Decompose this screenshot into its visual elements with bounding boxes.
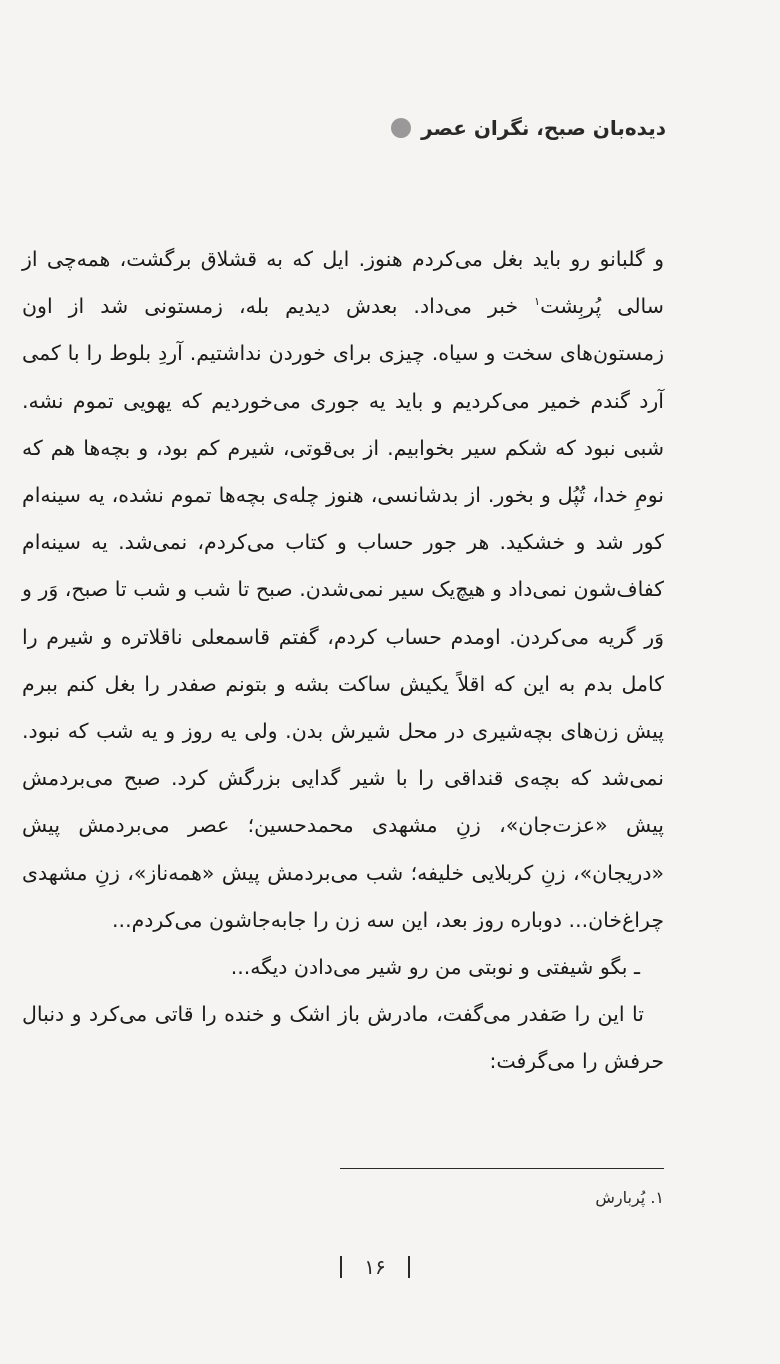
bullet-dot-icon bbox=[391, 118, 411, 138]
running-header bbox=[391, 116, 666, 140]
page-number: ۱۶ bbox=[364, 1255, 386, 1279]
dialog-line: ـ بگو شیفتی و نوبتی من رو شیر می‌دادن دیگه... bbox=[230, 955, 640, 980]
footnote-reference: ۱ bbox=[534, 295, 541, 309]
folio-bar-right bbox=[408, 1256, 410, 1278]
body-text bbox=[22, 236, 664, 1086]
footnote-divider bbox=[340, 1168, 664, 1169]
running-header-title: دیده‌بان صبح، نگران عصر bbox=[421, 116, 666, 140]
page-folio bbox=[340, 1255, 410, 1279]
paragraph-1 bbox=[22, 236, 664, 944]
folio-bar-left bbox=[340, 1256, 342, 1278]
paragraph-1-start: و گلبانو رو باید بغل می‌کردم هنوز. ایل که به قشلاق برگشت، همه‌چی از سالی پُربِشت bbox=[22, 247, 664, 319]
paragraph-2: تا این را صَفدر می‌گفت، مادرش باز اشک و خنده را قاتی می‌کرد و دنبال حرفش را می‌گرفت: bbox=[22, 1002, 664, 1074]
footnote: ۱. پُربارش bbox=[595, 1188, 664, 1207]
paragraph-1-continuation: خبر می‌داد. بعدش دیدیم بله، زمستونی شد از اون زمستون‌های سخت و سیاه. چیزی برای خوردن نداشتیم. آردِ بلوط را با کمی آرد گندم خمیر می‌کردیم و باید یه جوری می‌خوردیم که یهویی تموم نشه. شبی نبود که شکم سیر بخوابیم. از بی‌قوتی، شیرم کم بود، و بچه‌ها هم که نومِ خدا، تُپُل و بخور. از بدشانسی، هنوز چله‌ی بچه‌ها تموم نشده، یه سینه‌ام کور شد و خشکید. هر جور حساب و کتاب می‌کردم، نمی‌شد. یه سینه‌ام کفاف‌شون نمی‌داد و هیچ‌یک سیر نمی‌شدن. صبح تا شب و شب تا صبح، وَر و وَر گریه می‌کردن. اومدم حساب کردم، گفتم قاسمعلی ناقلاتره و شیرم را کامل بدم به این که اقلاً یکیش ساکت بشه و بتونم صفدر را بغل کنم ببرم پیش زن‌های بچه‌شیری در محل شیرش بدن. ولی یه روز و یه شب که نبود. نمی‌شد که بچه‌ی قنداقی را با شیر گدایی بزرگش کرد. صبح می‌بردمش پیش «عزت‌جان»، زنِ مشهدی محمدحسین؛ عصر می‌بردمش پیش «دریجان»، زنِ کربلایی خلیفه؛ شب می‌بردمش پیش «همه‌ناز»، زنِ مشهدی چراغ‌خان... دوباره روز بعد، این سه زن را جابه‌جاشون می‌کردم... bbox=[22, 294, 664, 932]
